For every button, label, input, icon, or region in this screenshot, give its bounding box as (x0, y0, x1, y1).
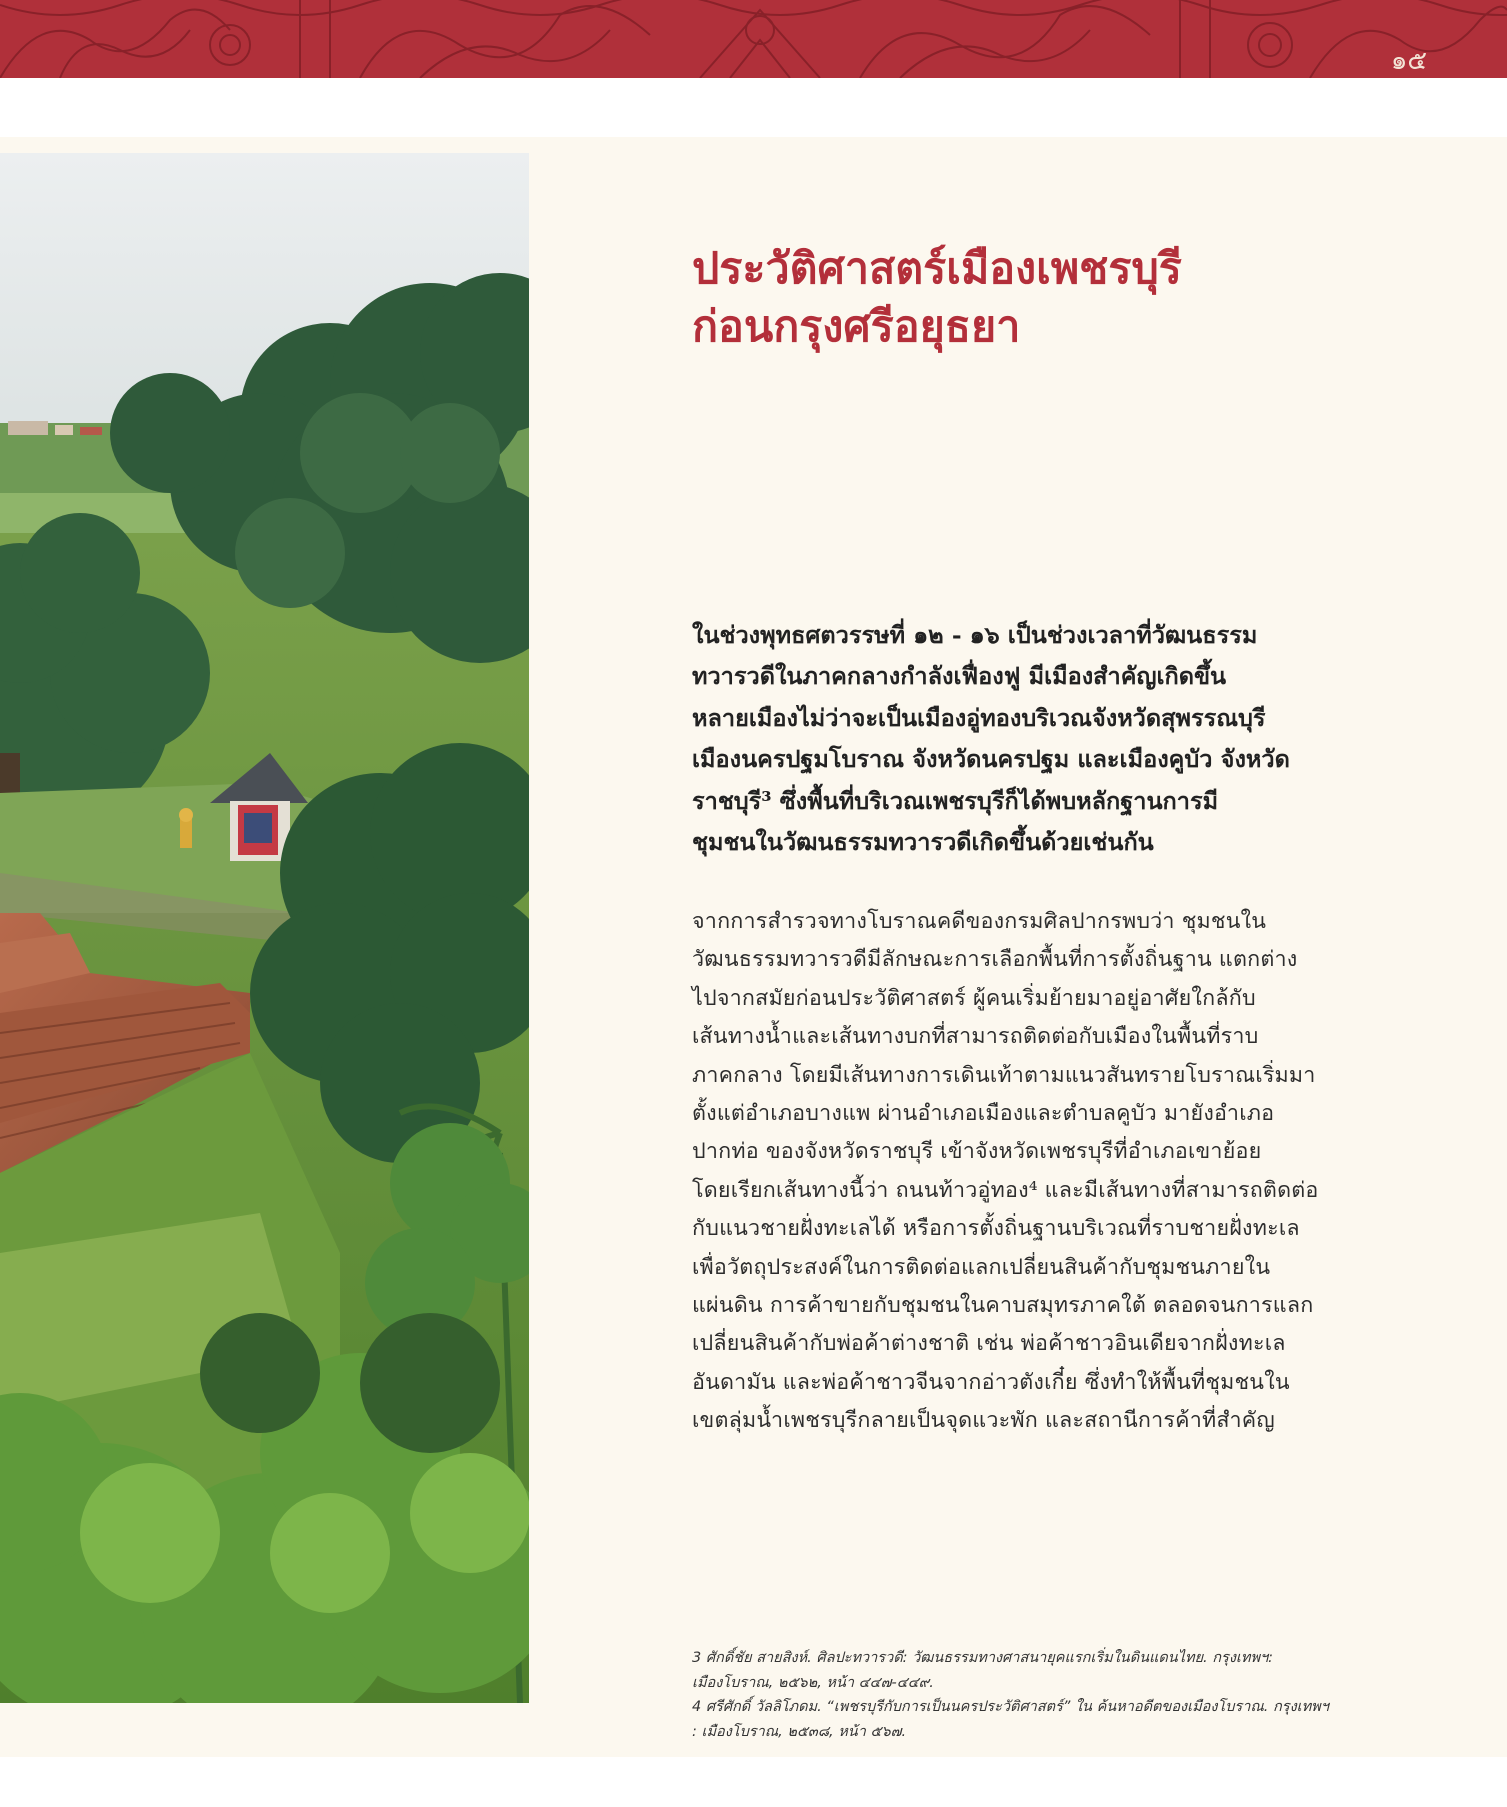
title-line: ก่อนกรุงศรีอยุธยา (692, 302, 1021, 352)
body-line: อันดามัน และพ่อค้าชาวจีนจากอ่าวตังเกี๋ย ซึ่งทำให้พื้นที่ชุมชนใน (692, 1369, 1290, 1395)
lead-line: หลายเมืองไม่ว่าจะเป็นเมืองอู่ทองบริเวณจังหวัดสุพรรณบุรี (692, 703, 1266, 732)
footnote-line: เมืองโบราณ, ๒๕๖๒, หน้า ๔๔๗-๔๔๙. (692, 1674, 934, 1691)
body-line: เส้นทางน้ำและเส้นทางบกที่สามารถติดต่อกับเมืองในพื้นที่ราบ (692, 1024, 1259, 1050)
body-line: วัฒนธรรมทวารวดีมีลักษณะการเลือกพื้นที่การตั้งถิ่นฐาน แตกต่าง (692, 947, 1298, 973)
lead-line: ในช่วงพุทธศตวรรษที่ ๑๒ - ๑๖ เป็นช่วงเวลาที่วัฒนธรรม (692, 621, 1258, 649)
thai-ornament-pattern-icon (0, 0, 1507, 78)
temple-ruins-photo-icon (0, 153, 529, 1703)
body-line: ปากท่อ ของจังหวัดราชบุรี เข้าจังหวัดเพชรบุรีที่อำเภอเขาย้อย (692, 1139, 1262, 1165)
body-paragraph (692, 903, 1404, 1441)
body-line: แผ่นดิน การค้าขายกับชุมชนในคาบสมุทรภาคใต้ ตลอดจนการแลก (692, 1293, 1314, 1319)
lead-line: ราชบุรี³ ซึ่งพื้นที่บริเวณเพชรบุรีก็ได้พบหลักฐานการมี (692, 786, 1219, 815)
page-number: ๑๕ (1390, 46, 1427, 76)
footnote-line: : เมืองโบราณ, ๒๕๓๘, หน้า ๕๖๗. (692, 1723, 907, 1740)
body-line: เพื่อวัตถุประสงค์ในการติดต่อแลกเปลี่ยนสินค้ากับชุมชนภายใน (692, 1254, 1271, 1280)
body-line: ภาคกลาง โดยมีเส้นทางการเดินเท้าตามแนวสันทรายโบราณเริ่มมา (692, 1062, 1316, 1088)
lead-line: เมืองนครปฐมโบราณ จังหวัดนครปฐม และเมืองคูบัว จังหวัด (692, 745, 1290, 774)
body-line: ไปจากสมัยก่อนประวัติศาสตร์ ผู้คนเริ่มย้ายมาอยู่อาศัยใกล้กับ (692, 985, 1256, 1011)
footnote-line: 4 ศรีศักดิ์ วัลลิโภดม. “เพชรบุรีกับการเป็นนครประวัติศาสตร์” ใน ค้นหาอดีตของเมืองโบราณ. กรุงเทพฯ (692, 1699, 1329, 1715)
lead-line: ชุมชนในวัฒนธรรมทวารวดีเกิดขึ้นด้วยเช่นกัน (692, 828, 1154, 857)
title-line: ประวัติศาสตร์เมืองเพชรบุรี (692, 244, 1182, 294)
body-line: กับแนวชายฝั่งทะเลได้ หรือการตั้งถิ่นฐานบริเวณที่ราบชายฝั่งทะเล (692, 1216, 1300, 1242)
header-band (0, 0, 1507, 78)
lead-paragraph (692, 615, 1404, 863)
footnotes (692, 1646, 1407, 1744)
body-line: จากการสำรวจทางโบราณคดีของกรมศิลปากรพบว่า ชุมชนใน (692, 909, 1267, 934)
lead-line: ทวารวดีในภาคกลางกำลังเฟื่องฟู มีเมืองสำคัญเกิดขึ้น (692, 662, 1227, 691)
body-line: โดยเรียกเส้นทางนี้ว่า ถนนท้าวอู่ทอง⁴ และมีเส้นทางที่สามารถติดต่อ (692, 1177, 1319, 1203)
footnote-line: 3 ศักดิ์ชัย สายสิงห์. ศิลปะทวารวดี: วัฒนธรรมทางศาสนายุคแรกเริ่มในดินแดนไทย. กรุงเทพฯ: (692, 1650, 1274, 1666)
article-title (692, 240, 1432, 356)
body-line: เขตลุ่มน้ำเพชรบุรีกลายเป็นจุดแวะพัก และสถานีการค้าที่สำคัญ (692, 1408, 1275, 1434)
body-line: เปลี่ยนสินค้ากับพ่อค้าต่างชาติ เช่น พ่อค้าชาวอินเดียจากฝั่งทะเล (692, 1331, 1286, 1357)
body-line: ตั้งแต่อำเภอบางแพ ผ่านอำเภอเมืองและตำบลคูบัว มายังอำเภอ (692, 1101, 1275, 1127)
temple-ruins-photo (0, 153, 529, 1703)
